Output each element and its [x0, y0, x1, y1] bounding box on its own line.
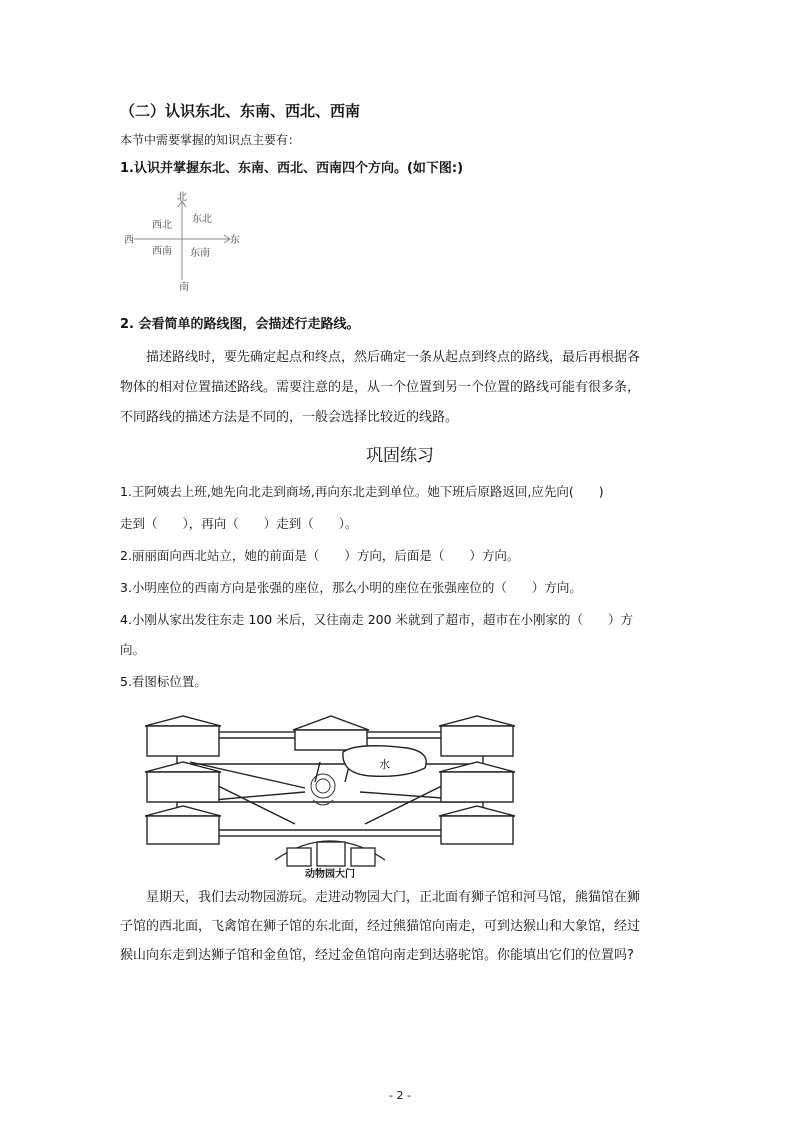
compass-east-label: 东 [230, 235, 240, 246]
exercise-line: 4.小刚从家出发往东走 100 米后，又往南走 200 米就到了超市，超市在小刚家的（ ）方 [120, 612, 634, 627]
gate-label: 动物园大门 [305, 869, 355, 880]
exercise-line: 1.王阿姨去上班,她先向北走到商场,再向东北走到单位。她下班后原路返回,应先向( ) [120, 484, 604, 499]
paragraph-line: 物体的相对位置描述路线。需要注意的是，从一个位置到另一个位置的路线可能有很多条， [120, 380, 641, 395]
compass-diagram [118, 188, 248, 292]
story-line: 猴山向东走到达狮子馆和金鱼馆，经过金鱼馆向南走到达骆驼馆。你能填出它们的位置吗? [120, 948, 634, 963]
story-line: 星期天，我们去动物园游玩。走进动物园大门，正北面有狮子馆和河马馆，熊猫馆在狮 [146, 890, 641, 905]
section-title: （二）认识东北、东南、西北、西南 [120, 102, 361, 120]
zoo-map [135, 712, 525, 880]
knowledge-point-1: 1.认识并掌握东北、东南、西北、西南四个方向。(如下图:) [120, 161, 464, 176]
compass-southeast-label: 东南 [190, 248, 210, 259]
page-number: - 2 - [389, 1089, 411, 1102]
exercise-line: 2.丽丽面向西北站立，她的前面是（ ）方向，后面是（ ）方向。 [120, 548, 520, 563]
story-paragraph [120, 883, 685, 970]
exercise-line: 走到（ ），再向（ ）走到（ ）。 [120, 516, 358, 531]
compass-north-label: 北 [177, 192, 187, 203]
route-description-paragraph [120, 343, 680, 433]
water-label: 水 [379, 758, 390, 771]
story-line: 子馆的西北面，飞禽馆在狮子馆的东北面，经过熊猫馆向南走，可到达猴山和大象馆，经过 [120, 919, 641, 934]
compass-northeast-label: 东北 [192, 214, 212, 225]
knowledge-point-2: 2. 会看简单的路线图，会描述行走路线。 [120, 317, 360, 332]
exercise-title: 巩固练习 [366, 446, 434, 466]
exercise-line: 3.小明座位的西南方向是张强的座位，那么小明的座位在张强座位的（ ）方向。 [120, 580, 582, 595]
exercise-line: 5.看图标位置。 [120, 674, 207, 689]
paragraph-line: 描述路线时，要先确定起点和终点，然后确定一条从起点到终点的路线，最后再根据各 [146, 350, 641, 365]
compass-west-label: 西 [124, 235, 134, 246]
compass-northwest-label: 西北 [152, 220, 172, 231]
paragraph-line: 不同路线的描述方法是不同的，一般会选择比较近的线路。 [120, 410, 459, 425]
compass-south-label: 南 [179, 282, 189, 292]
section-intro: 本节中需要掌握的知识点主要有： [120, 133, 301, 147]
exercise-line: 向。 [120, 642, 146, 657]
compass-southwest-label: 西南 [152, 246, 172, 257]
